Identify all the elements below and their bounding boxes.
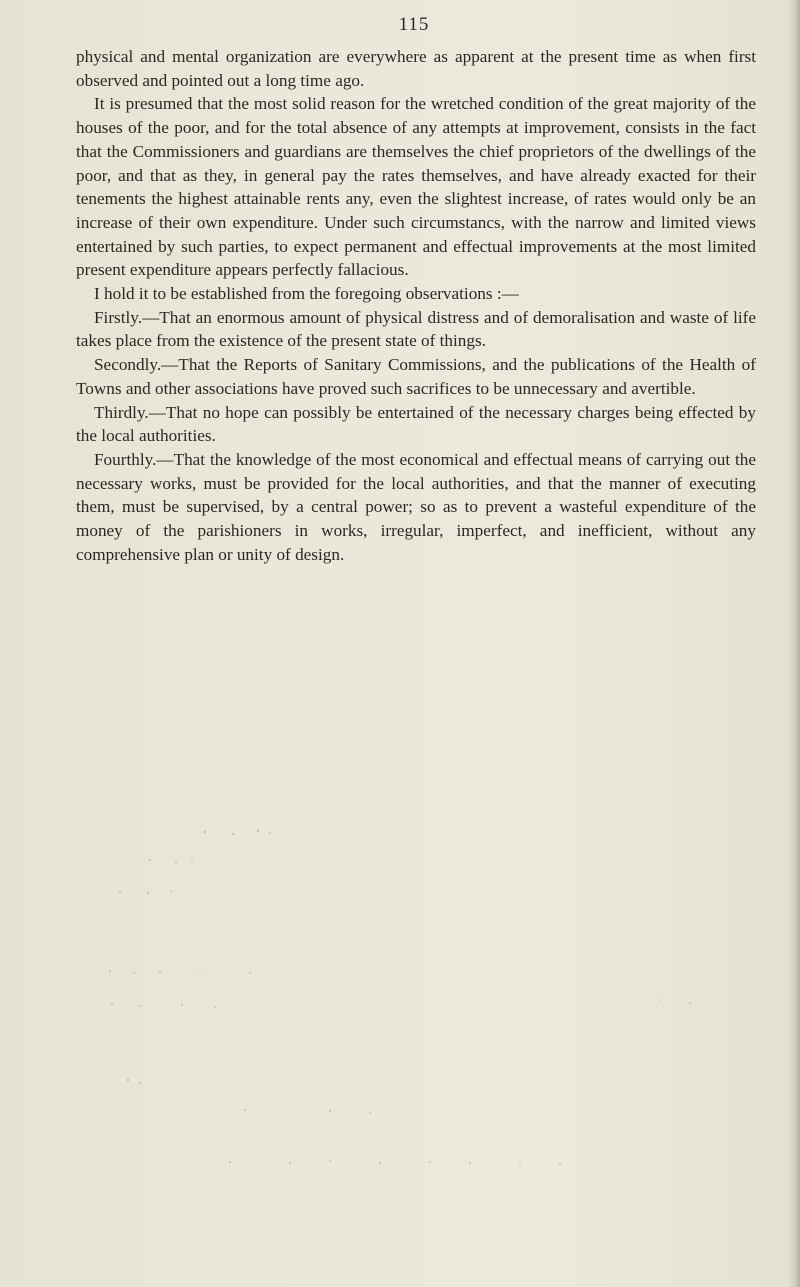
- paragraph-conclusion-intro: I hold it to be established from the foregoing observations :—: [94, 284, 519, 304]
- paragraph-firstly: Firstly.—That an enormous amount of physical distress and of demoralisation and waste of life takes place from the existence of the present state of things.: [76, 307, 756, 351]
- paragraph-thirdly: Thirdly.—That no hope can possibly be entertained of the necessary charges being effected by the local authorities.: [76, 402, 756, 446]
- body-text: [76, 45, 756, 566]
- paragraph-fourthly: Fourthly.—That the knowledge of the most economical and effectual means of carrying out the necessary works, must be provided for the local authorities, and that the manner of executing them, must be supervised, by a central power; so as to prevent a wasteful expenditure of the money of the parishioners in works, irregular, imperfect, and inefficient, without any comprehensive plan or unity of design.: [76, 449, 756, 564]
- paragraph-continuation: physical and mental organization are everywhere as apparent at the present time as when first observed and pointed out a long time ago.: [76, 47, 756, 90]
- paragraph-presumption: It is presumed that the most solid reason for the wretched condition of the great majority of the houses of the poor, and for the total absence of any attempts at improvement, consists in the fact that the Commissioners and guardians are themselves the chief proprietors of the dwellings of the poor, and that as they, in general pay the rates themselves, and have already exacted for their tenements the highest attainable rents any, even the slightest increase, of rates would only be an increase of their own expenditure. Under such circumstancs, with the narrow and limited views entertained by such parties, to expect permanent and effectual improvements at the most limited present expenditure appears perfectly fallacious.: [76, 94, 756, 280]
- page-edge-shadow: [788, 0, 800, 1287]
- paragraph-secondly: Secondly.—That the Reports of Sanitary Commissions, and the publications of the Health of Towns and other associations have proved such sacrifices to be unnecessary and avertible.: [76, 355, 756, 398]
- page-number: 115: [398, 14, 430, 35]
